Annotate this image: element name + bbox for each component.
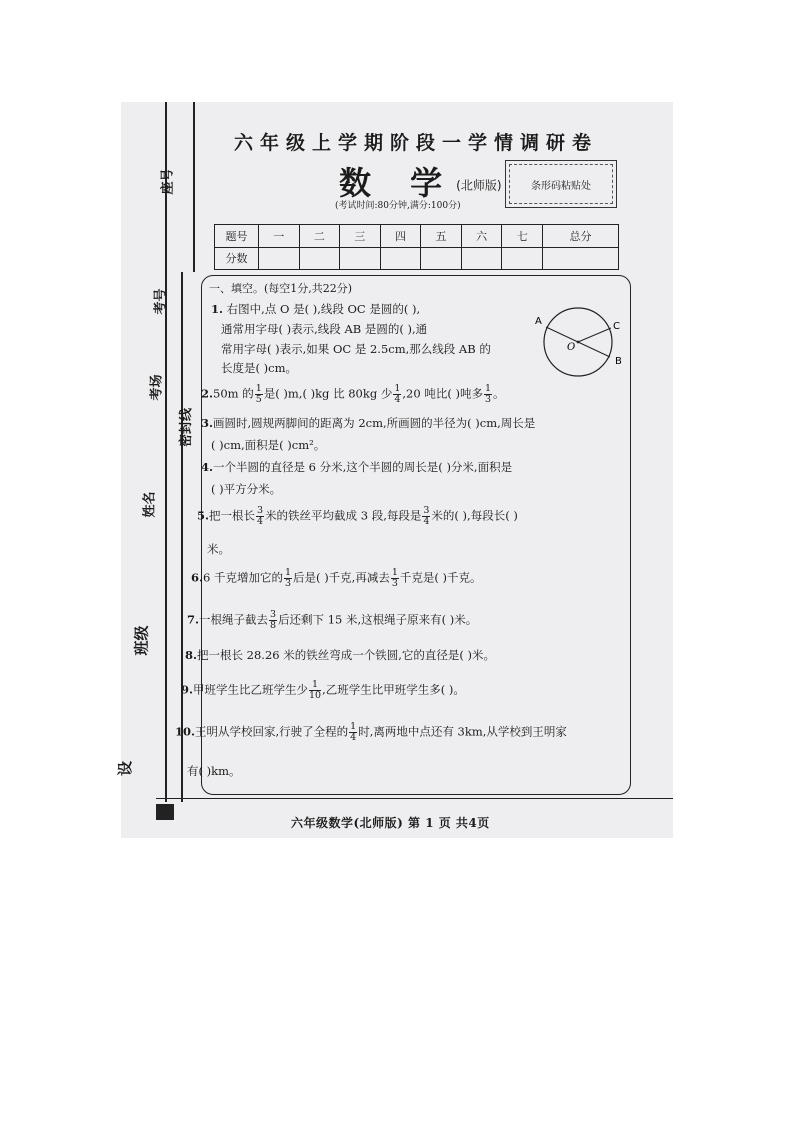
question-1-line-2: 通常用字母( )表示,线段 AB 是圆的( ),通 xyxy=(221,322,428,336)
question-5-part-c: 米的( ),每段长( ) xyxy=(431,508,518,523)
question-9-part-a: 甲班学生比乙班学生少 xyxy=(193,682,309,697)
question-9 xyxy=(181,680,465,701)
score-cell: 三 xyxy=(340,225,381,248)
edition-label: (北师版) xyxy=(456,178,502,193)
question-10-part-b: 时,离两地中点还有 3km,从学校到王明家 xyxy=(358,724,567,739)
question-2 xyxy=(201,384,505,405)
exam-info: (考试时间:80分钟,满分:100分) xyxy=(335,201,461,211)
fraction xyxy=(269,610,277,631)
question-5-part-b: 米的铁丝平均截成 3 段,每段是 xyxy=(265,508,422,523)
fraction-numerator: 1 xyxy=(350,721,357,732)
question-6-part-c: 千克是( )千克。 xyxy=(399,570,482,585)
fraction xyxy=(391,568,399,589)
fraction-denominator: 3 xyxy=(484,393,492,405)
question-7-part-b: 后还剩下 15 米,这根绳子原来有( )米。 xyxy=(278,612,478,627)
seat-label: 座号 xyxy=(160,168,176,195)
fraction-denominator: 4 xyxy=(394,393,401,405)
question-number: 1. xyxy=(211,302,224,316)
question-number: 8. xyxy=(185,648,198,662)
score-cell: 二 xyxy=(299,225,340,248)
score-blank[interactable] xyxy=(421,247,462,270)
fraction-numerator: 3 xyxy=(257,505,264,516)
point-a-label: A xyxy=(535,316,542,327)
question-1-line-3: 常用字母( )表示,如果 OC 是 2.5cm,那么线段 AB 的 xyxy=(221,342,491,356)
score-cell: 七 xyxy=(502,225,543,248)
score-blank[interactable] xyxy=(340,247,381,270)
question-1-line-1: 右图中,点 O 是( ),线段 OC 是圆的( ), xyxy=(226,302,421,316)
question-4-line-1: 一个半圆的直径是 6 分米,这个半圆的周长是( )分米,面积是 xyxy=(213,460,513,474)
question-6-part-a: 6 千克增加它的 xyxy=(203,570,283,585)
score-cell: 题号 xyxy=(215,225,259,248)
question-5-line-2: 米。 xyxy=(207,542,230,556)
score-cell: 六 xyxy=(461,225,502,248)
page-footer: 六年级数学(北师版) 第 1 页 共4页 xyxy=(291,816,490,830)
fraction-denominator: 3 xyxy=(391,577,398,589)
score-blank[interactable] xyxy=(502,247,543,270)
fraction-denominator: 5 xyxy=(255,393,262,405)
question-5-part-a: 把一根长 xyxy=(209,508,256,523)
name-label: 姓名 xyxy=(142,491,158,518)
score-cell: 四 xyxy=(380,225,421,248)
edge-label: 设 xyxy=(116,760,135,777)
score-blank[interactable] xyxy=(380,247,421,270)
fraction-denominator: 4 xyxy=(350,731,357,743)
fraction xyxy=(309,680,321,701)
exam-room-label: 考场 xyxy=(149,374,165,401)
fraction xyxy=(256,506,264,527)
question-2-part-d: 。 xyxy=(493,386,505,401)
binding-corner-bar xyxy=(156,804,174,820)
score-cell: 五 xyxy=(421,225,462,248)
fraction-denominator: 3 xyxy=(285,577,292,589)
fraction-denominator: 4 xyxy=(423,515,430,527)
score-table-score-row xyxy=(215,247,619,270)
fraction xyxy=(422,506,430,527)
point-c-label: C xyxy=(613,321,620,332)
question-4-line-2: ( )平方分米。 xyxy=(211,482,282,496)
fraction-denominator: 8 xyxy=(270,619,277,631)
question-2-part-b: 是( )m,( )kg 比 80kg 少 xyxy=(263,386,393,401)
exam-number-label: 考号 xyxy=(153,288,169,315)
question-10-part-a: 王明从学校回家,行驶了全程的 xyxy=(195,724,349,739)
fraction-numerator: 3 xyxy=(270,609,277,620)
question-3-line-1: 画圆时,圆规两脚间的距离为 2cm,所画圆的半径为( )cm,周长是 xyxy=(213,416,536,430)
class-label: 班级 xyxy=(132,625,151,656)
score-blank[interactable] xyxy=(543,247,619,270)
question-number: 4. xyxy=(201,460,214,474)
question-3 xyxy=(201,414,535,432)
question-number: 6. xyxy=(191,570,204,585)
fraction-numerator: 1 xyxy=(309,680,321,691)
question-3-line-2: ( )cm,面积是( )cm²。 xyxy=(211,438,326,452)
question-7 xyxy=(187,610,477,631)
section-title: 一、填空。(每空1分,共22分) xyxy=(209,282,353,295)
question-number: 2. xyxy=(201,386,214,401)
point-o-label: O xyxy=(567,342,576,353)
question-1 xyxy=(211,300,420,318)
score-blank[interactable] xyxy=(461,247,502,270)
question-8-text: 把一根长 28.26 米的铁丝弯成一个铁圆,它的直径是( )米。 xyxy=(197,648,496,662)
question-6-part-b: 后是( )千克,再减去 xyxy=(293,570,390,585)
exam-photo xyxy=(116,102,673,838)
binding-line-inner xyxy=(193,102,195,272)
question-5 xyxy=(197,506,518,527)
point-b-label: B xyxy=(615,356,622,367)
score-cell: 一 xyxy=(259,225,300,248)
question-number: 5. xyxy=(197,508,210,523)
fraction xyxy=(393,384,401,405)
question-2-part-a: 50m 的 xyxy=(213,386,254,401)
question-4 xyxy=(201,458,512,476)
fraction xyxy=(349,722,357,743)
center-point xyxy=(577,341,580,344)
fraction-denominator: 10 xyxy=(309,689,322,701)
fraction-numerator: 1 xyxy=(484,383,492,394)
question-9-part-b: ,乙班学生比甲班学生多( )。 xyxy=(322,682,465,697)
score-cell: 总分 xyxy=(543,225,619,248)
question-2-part-c: ,20 吨比( )吨多 xyxy=(402,386,483,401)
question-10-line-2: 有( )km。 xyxy=(187,764,241,778)
fraction-numerator: 3 xyxy=(423,505,430,516)
score-row-label: 分数 xyxy=(215,247,259,270)
question-7-part-a: 一根绳子截去 xyxy=(199,612,269,627)
fraction-denominator: 4 xyxy=(257,515,264,527)
score-blank[interactable] xyxy=(259,247,300,270)
score-table xyxy=(214,224,619,270)
fraction xyxy=(484,384,492,405)
barcode-box xyxy=(505,160,617,208)
score-blank[interactable] xyxy=(299,247,340,270)
binding-line-outer xyxy=(165,102,167,802)
radius-oc xyxy=(578,328,611,342)
fraction-numerator: 1 xyxy=(255,383,262,394)
fraction-numerator: 1 xyxy=(394,383,401,394)
question-number: 7. xyxy=(187,612,200,627)
fraction-numerator: 1 xyxy=(285,567,292,578)
question-1-line-4: 长度是( )cm。 xyxy=(221,361,297,375)
question-number: 3. xyxy=(201,416,214,430)
score-table-header-row xyxy=(215,225,619,248)
barcode-label: 条形码粘贴处 xyxy=(509,164,613,204)
question-8 xyxy=(185,646,495,664)
question-6 xyxy=(191,568,482,589)
fraction-numerator: 1 xyxy=(391,567,398,578)
exam-title: 六年级上学期阶段一学情调研卷 xyxy=(233,132,598,154)
fraction xyxy=(255,384,263,405)
seal-line-label: 密封线 xyxy=(179,407,195,448)
question-number: 10. xyxy=(175,724,196,739)
fraction xyxy=(284,568,292,589)
subject-name: 数 学 xyxy=(339,164,457,202)
bottom-frame-line xyxy=(156,798,673,799)
circle-figure xyxy=(533,302,633,382)
question-10 xyxy=(175,722,567,743)
question-number: 9. xyxy=(181,682,194,697)
